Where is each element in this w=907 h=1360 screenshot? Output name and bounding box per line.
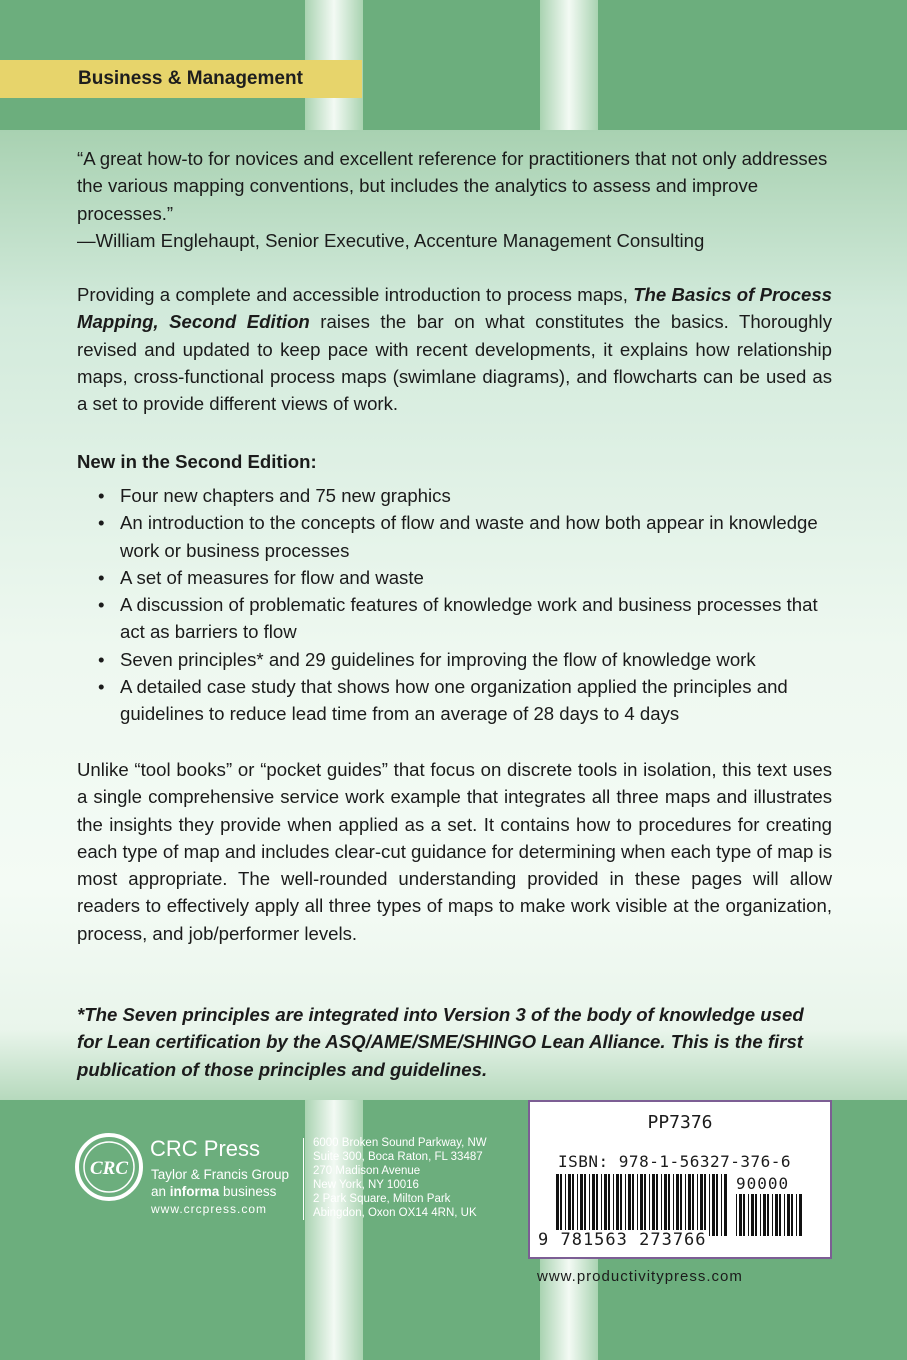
barcode-bar [721,1174,722,1236]
barcode-bar [560,1174,562,1236]
barcode-bar [736,1194,737,1236]
publisher-group [151,1166,289,1200]
barcode-bar [592,1174,595,1236]
barcode-bar [772,1194,773,1236]
barcode-bar [763,1194,766,1236]
barcode-bar [673,1174,674,1236]
barcode-bar [787,1194,790,1236]
barcode-bar [608,1174,610,1236]
new-edition-heading: New in the Second Edition: [77,451,317,472]
barcode-bar [656,1174,658,1236]
publisher-business: an informa business [151,1184,277,1199]
description-paragraph: Unlike “tool books” or “pocket guides” that focus on discrete tools in isolation, this text uses a single comprehensive service work example that integrates all three maps and illustrates the insights they provide when applied as a set. It contains how to procedures for creating each type of map and includes clear-cut guidance for determining when each type of map is most appropriate. The well-rounded understanding provided in these pages will allow readers to effectively apply all three types of maps to make work visible at the organization, process, and job/performer levels. [77,759,832,944]
barcode-bar [589,1174,590,1236]
barcode-bar [716,1174,718,1236]
address-line: 6000 Broken Sound Parkway, NW [313,1137,487,1149]
barcode-bar [784,1194,785,1236]
crc-logo-icon [74,1132,144,1202]
book-title: The Basics of Process Mapping, Second Edition [77,284,832,333]
list-item: • A discussion of problematic features of knowledge work and business processes that act as barriers to flow [77,591,837,646]
barcode-bar [767,1194,769,1236]
barcode-bar [668,1174,670,1236]
barcode-bar [680,1174,682,1236]
barcode-bar [760,1194,761,1236]
barcode-bar [791,1194,793,1236]
barcode-bar [676,1174,679,1236]
barcode-bar [688,1174,691,1236]
list-item: • Four new chapters and 75 new graphics [77,482,837,509]
barcode-bar [637,1174,638,1236]
addon-barcode [736,1194,804,1236]
barcode-bar [796,1194,797,1236]
crc-logo-text: CRC [89,1158,129,1179]
address-line: Suite 300, Boca Raton, FL 33487 [313,1151,483,1163]
barcode-bar [743,1194,745,1236]
barcode-bar [724,1174,727,1236]
barcode-bar [649,1174,650,1236]
barcode-bar [613,1174,614,1236]
quote-attribution: —William Englehaupt, Senior Executive, Accenture Management Consulting [77,229,705,251]
barcode-bar [700,1174,703,1236]
barcode-bar [661,1174,662,1236]
intro-paragraph [77,281,832,417]
barcode-bar [709,1174,710,1236]
barcode-bar [620,1174,622,1236]
barcode-bar [616,1174,619,1236]
barcode-bar [572,1174,574,1236]
barcode-bar [652,1174,655,1236]
price-code: 90000 [736,1174,790,1193]
publisher-divider [303,1138,304,1220]
barcode-bar [692,1174,694,1236]
barcode-bar [748,1194,749,1236]
barcode-bar [664,1174,667,1236]
address-line: 2 Park Square, Milton Park [313,1193,451,1205]
informa-brand: informa [169,1184,220,1199]
barcode-bar [628,1174,631,1236]
barcode-bar [799,1194,802,1236]
intro-after: raises the bar on what constitutes the basics. Thoroughly revised and updated to keep pace with recent developments, it explains how relationship maps, cross-functional process maps (swimlane diagrams), and flowcharts can be used as a set to provide different views of work. [77,311,832,415]
product-code: PP7376 [647,1112,713,1133]
barcode-bar [565,1174,566,1236]
address-line: New York, NY 10016 [313,1179,419,1191]
barcode-panel [528,1100,832,1259]
barcode-bar [755,1194,757,1236]
publisher-name: CRC Press [150,1136,261,1161]
barcode-bar [601,1174,602,1236]
intro-before: Providing a complete and accessible introduction to process maps, [77,284,634,305]
publisher-website[interactable]: www.crcpress.com [151,1202,268,1216]
list-item: • Seven principles* and 29 guidelines for improving the flow of knowledge work [77,646,837,673]
list-item: • An introduction to the concepts of flow and waste and how both appear in knowledge work or business processes [77,509,837,564]
endorsement-quote [77,145,832,254]
category-label: Business & Management [78,68,303,89]
barcode-bar [779,1194,781,1236]
list-item: • A detailed case study that shows how one organization applied the principles and guidelines to reduce lead time from an average of 28 days to 4 days [77,673,837,728]
barcode-bar [704,1174,706,1236]
barcode-bar [596,1174,598,1236]
barcode-digits: 9 781563 273766 [538,1230,707,1250]
list-item: • A set of measures for flow and waste [77,564,837,591]
barcode-bar [685,1174,686,1236]
publisher-addresses [313,1136,487,1220]
quote-text: “A great how-to for novices and excellent reference for practitioners that not only addresses the various mapping conventions, but includes the analytics to assess and improve processes.” [77,148,828,224]
new-edition-list [77,482,837,728]
isbn-barcode [556,1174,728,1236]
isbn-text: ISBN: 978-1-56327-376-6 [558,1152,792,1171]
barcode-bar [697,1174,698,1236]
address-line: Abingdon, Oxon OX14 4RN, UK [313,1207,477,1219]
imprint-website[interactable]: www.productivitypress.com [537,1268,743,1285]
barcode-bar [739,1194,742,1236]
barcode-bar [568,1174,571,1236]
publisher-group-name: Taylor & Francis Group [151,1167,290,1182]
barcode-bar [632,1174,634,1236]
barcode-bar [640,1174,643,1236]
barcode-bar [644,1174,646,1236]
barcode-bar [604,1174,607,1236]
top-light-stripe [540,0,598,130]
barcode-bar [580,1174,583,1236]
barcode-bar [775,1194,778,1236]
barcode-bar [577,1174,578,1236]
barcode-bar [712,1174,715,1236]
barcode-bar [556,1174,559,1236]
footnote: *The Seven principles are integrated into Version 3 of the body of knowledge used for Lean certification by the ASQ/AME/SME/SHINGO Lean Alliance. This is the first publication of those principles and guidelines. [77,1004,804,1080]
address-line: 270 Madison Avenue [313,1165,421,1177]
barcode-bar [751,1194,754,1236]
barcode-bar [584,1174,586,1236]
barcode-bar [625,1174,626,1236]
